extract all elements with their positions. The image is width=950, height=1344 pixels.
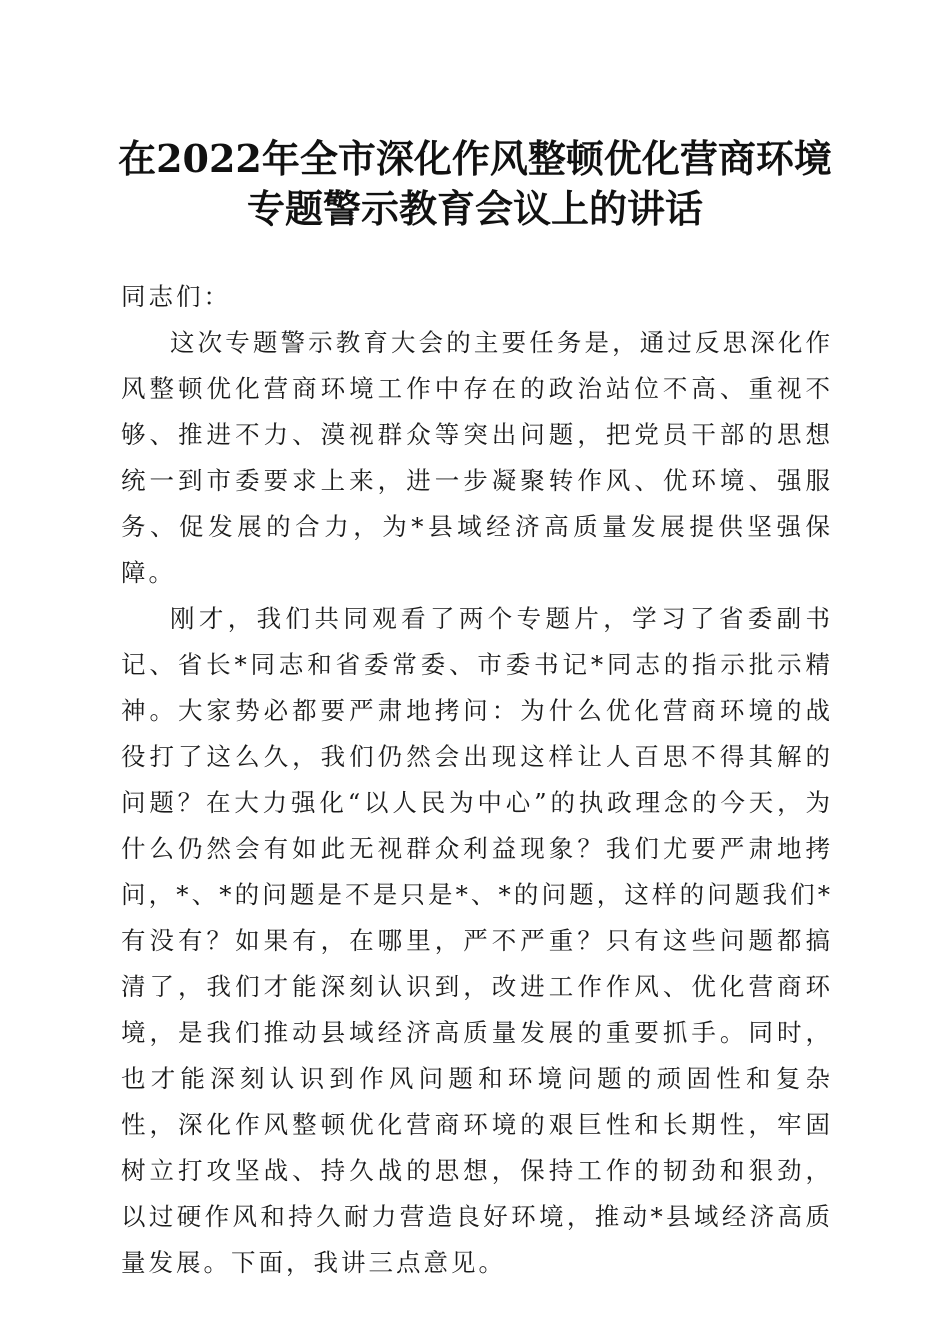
paragraph-1: 这次专题警示教育大会的主要任务是，通过反思深化作风整顿优化营商环境工作中存在的政治站位不高、重视不够、推进不力、漠视群众等突出问题，把党员干部的思想统一到市委要求上来，进一步凝聚转作风、优环境、强服务、促发展的合力，为*县域经济高质量发展提供坚强保障。	[121, 328, 833, 587]
paragraph-2: 刚才，我们共同观看了两个专题片，学习了省委副书记、省长*同志和省委常委、市委书记*同志的指示批示精神。大家势必都要严肃地拷问：为什么优化营商环境的战役打了这么久，我们仍然会出现这样让人百思不得其解的问题？在大力强化“以人民为中心”的执政理念的今天，为什么仍然会有如此无视群众利益现象？我们尤要严肃地拷问，*、*的问题是不是只是*、*的问题，这样的问题我们*有没有？如果有，在哪里，严不严重？只有这些问题都搞清了，我们才能深刻认识到，改进工作作风、优化营商环境，是我们推动县域经济高质量发展的重要抓手。同时，也才能深刻认识到作风问题和环境问题的顽固性和复杂性，深化作风整顿优化营商环境的艰巨性和长期性，牢固树立打攻坚战、持久战的思想，保持工作的韧劲和狠劲，以过硬作风和持久耐力营造良好环境，推动*县域经济高质量发展。下面，我讲三点意见。	[121, 604, 833, 1277]
salutation: 同志们：	[121, 282, 231, 311]
document-body	[121, 274, 833, 1286]
document-title: 在2022年全市深化作风整顿优化营商环境专题警示教育会议上的讲话	[118, 136, 832, 231]
